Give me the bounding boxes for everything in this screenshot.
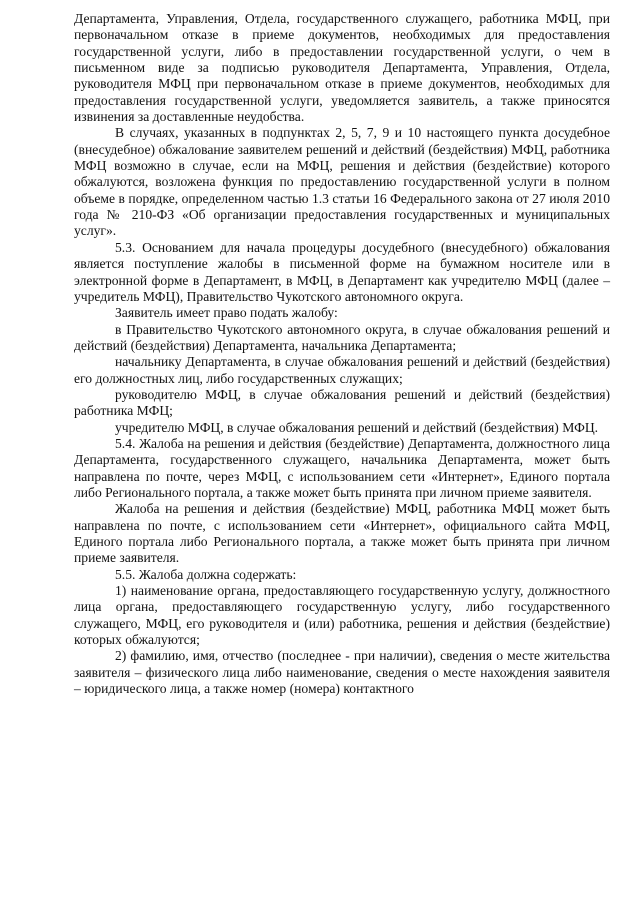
- paragraph-5-5: 5.5. Жалоба должна содержать:: [115, 566, 297, 582]
- paragraph-5-3: 5.3. Основанием для начала процедуры досудебного (внесудебного) обжалования является поступление жалобы в письменной форме на бумажном носителе или в электронной форме в Департамент, в МФЦ, в Департамент как учредителю МФЦ (далее – учредитель МФЦ), Правительство Чукотского автономного округа.: [74, 239, 610, 304]
- list-item-mfc-head: руководителю МФЦ, в случае обжалования решений и действий (бездействия) работника МФЦ;: [74, 386, 610, 419]
- list-item-government: в Правительство Чукотского автономного округа, в случае обжалования решений и действий (бездействия) Департамента, начальника Департамента;: [74, 321, 610, 353]
- list-item-1: 1) наименование органа, предоставляющего государственную услугу, должностного лица органа, предоставляющего государственную услугу, либо государственного служащего, МФЦ, его руководителя и (или) работника, решения и действия (бездействие) которых обжалуются;: [74, 583, 610, 648]
- paragraph-5-4: 5.4. Жалоба на решения и действия (бездействие) Департамента, должностного лица Департамента, государственного служащего, начальника Департамента, может быть направлена по почте, через МФЦ, с использованием сети «Интернет», Единого портала либо Регионального портала, а также может быть принята при личном приеме заявителя.: [74, 435, 610, 500]
- paragraph-cases: В случаях, указанных в подпунктах 2, 5, 7, 9 и 10 настоящего пункта досудебное (внесудебное) обжалование заявителем решений и действий (бездействия) МФЦ, работника МФЦ возможно в случае, если на МФЦ, решения и действия (бездействие) которого обжалуются, возложена функция по предоставлению государственной услуги в полном объеме в порядке, определенном частью 1.3 статьи 16 Федерального закона от 27 июля 2010 года № 210-ФЗ «Об организации предоставления государственных и муниципальных услуг».: [74, 125, 610, 239]
- list-item-department-head: начальнику Департамента, в случае обжалования решений и действий (бездействия) его должностных лиц, либо государственных служащих;: [74, 354, 610, 386]
- list-item-mfc-founder: учредителю МФЦ, в случае обжалования решений и действий (бездействия) МФЦ.: [115, 419, 599, 435]
- paragraph-right-to-complain: Заявитель имеет право подать жалобу:: [115, 305, 338, 321]
- paragraph-mfc-complaint: Жалоба на решения и действия (бездействие) МФЦ, работника МФЦ может быть направлена по почте, с использованием сети «Интернет», официального сайта МФЦ, Единого портала либо Регионального портала, а также может быть принята при личном приеме заявителя.: [74, 501, 610, 566]
- paragraph-continuation: Департамента, Управления, Отдела, государственного служащего, работника МФЦ, при первоначальном отказе в приеме документов, необходимых для предоставления государственной услуги, либо в предоставлении государственной услуги, о чем в письменном виде за подписью руководителя Департамента, Управления, Отдела, руководителя МФЦ при первоначальном отказе в приеме документов, необходимых для предоставления государственной услуги, уведомляется заявитель, а также приносятся извинения за доставленные неудобства.: [74, 11, 610, 125]
- list-item-2: 2) фамилию, имя, отчество (последнее - при наличии), сведения о месте жительства заявителя – физического лица либо наименование, сведения о месте нахождения заявителя – юридического лица, а также номер (номера) контактного: [74, 648, 610, 697]
